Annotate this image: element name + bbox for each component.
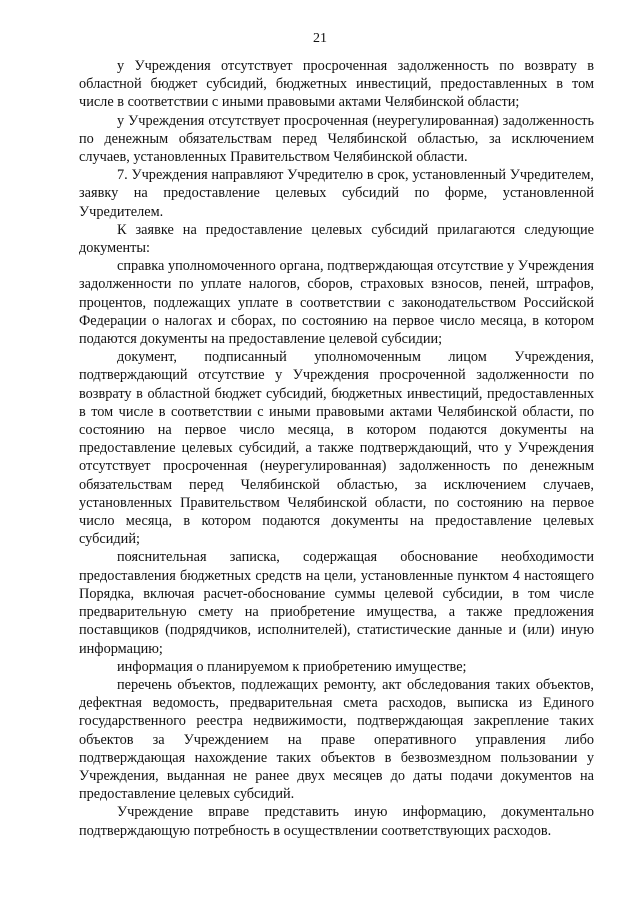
paragraph-tax-certificate: справка уполномоченного органа, подтверждающая отсутствие у Учреждения задолженности по уплате налогов, сборов, страховых взносов, пеней, штрафов, процентов, подлежащих уплате в соответствии с законодательством Российской Федерации о налогах и сборах, по состоянию на первое число месяца, в котором подаются документы на предоставление целевой субсидии; <box>79 258 594 348</box>
paragraph-attachments-intro: К заявке на предоставление целевых субсидий прилагаются следующие документы: <box>79 221 594 257</box>
paragraph-explanatory-note: пояснительная записка, содержащая обоснование необходимости предоставления бюджетных средств на цели, установленные пунктом 4 настоящего Порядка, включая расчет-обоснование суммы целевой субсидии, в том числе предварительную смету на приобретение имущества, а также предложения поставщиков (подрядчиков, исполнителей), статистические данные и (или) иную информацию; <box>79 549 594 657</box>
paragraph-repair-objects: перечень объектов, подлежащих ремонту, акт обследования таких объектов, дефектная ведомость, предварительная смета расходов, выписка из Единого государственного реестра недвижимости, подтверждающая закрепление таких объектов за Учреждением на праве оперативного управления либо подтверждающая нахождение таких объектов в безвозмездном пользовании у Учреждения, выданная не ранее двух месяцев до даты подачи документов на предоставление целевых субсидий. <box>79 676 594 803</box>
paragraph-unsettled-debt: у Учреждения отсутствует просроченная (неурегулированная) задолженность по денежным обязательствам перед Челябинской областью, за исключением случаев, установленных Правительством Челябинской области. <box>79 112 594 166</box>
document-body <box>79 57 594 840</box>
paragraph-item-7-application: 7. Учреждения направляют Учредителю в срок, установленный Учредителем, заявку на предоставление целевых субсидий по форме, установленной Учредителем. <box>79 167 594 220</box>
page-number: 21 <box>313 31 327 46</box>
paragraph-signed-document: документ, подписанный уполномоченным лицом Учреждения, подтверждающий отсутствие у Учреждения просроченной задолженности по возврату в областной бюджет субсидий, бюджетных инвестиций, предоставленных в том числе в соответствии с иными правовыми актами Челябинской области, по состоянию на первое число месяца, в котором подаются документы на предоставление целевых субсидий, а также подтверждающий, что у Учреждения отсутствует просроченная (неурегулированная) задолженность по денежным обязательствам перед Челябинской областью, за исключением случаев, установленных Правительством Челябинской области, по состоянию на первое число месяца, в котором подаются документы на предоставление целевых субсидий; <box>79 349 594 548</box>
paragraph-debt-repayment: у Учреждения отсутствует просроченная задолженность по возврату в областной бюджет субсидий, бюджетных инвестиций, предоставленных в том числе в соответствии с иными правовыми актами Челябинской области; <box>79 58 594 111</box>
paragraph-additional-info: Учреждение вправе представить иную информацию, документально подтверждающую потребность в осуществлении соответствующих расходов. <box>79 804 594 839</box>
paragraph-property-info: информация о планируемом к приобретению имуществе; <box>117 658 467 675</box>
